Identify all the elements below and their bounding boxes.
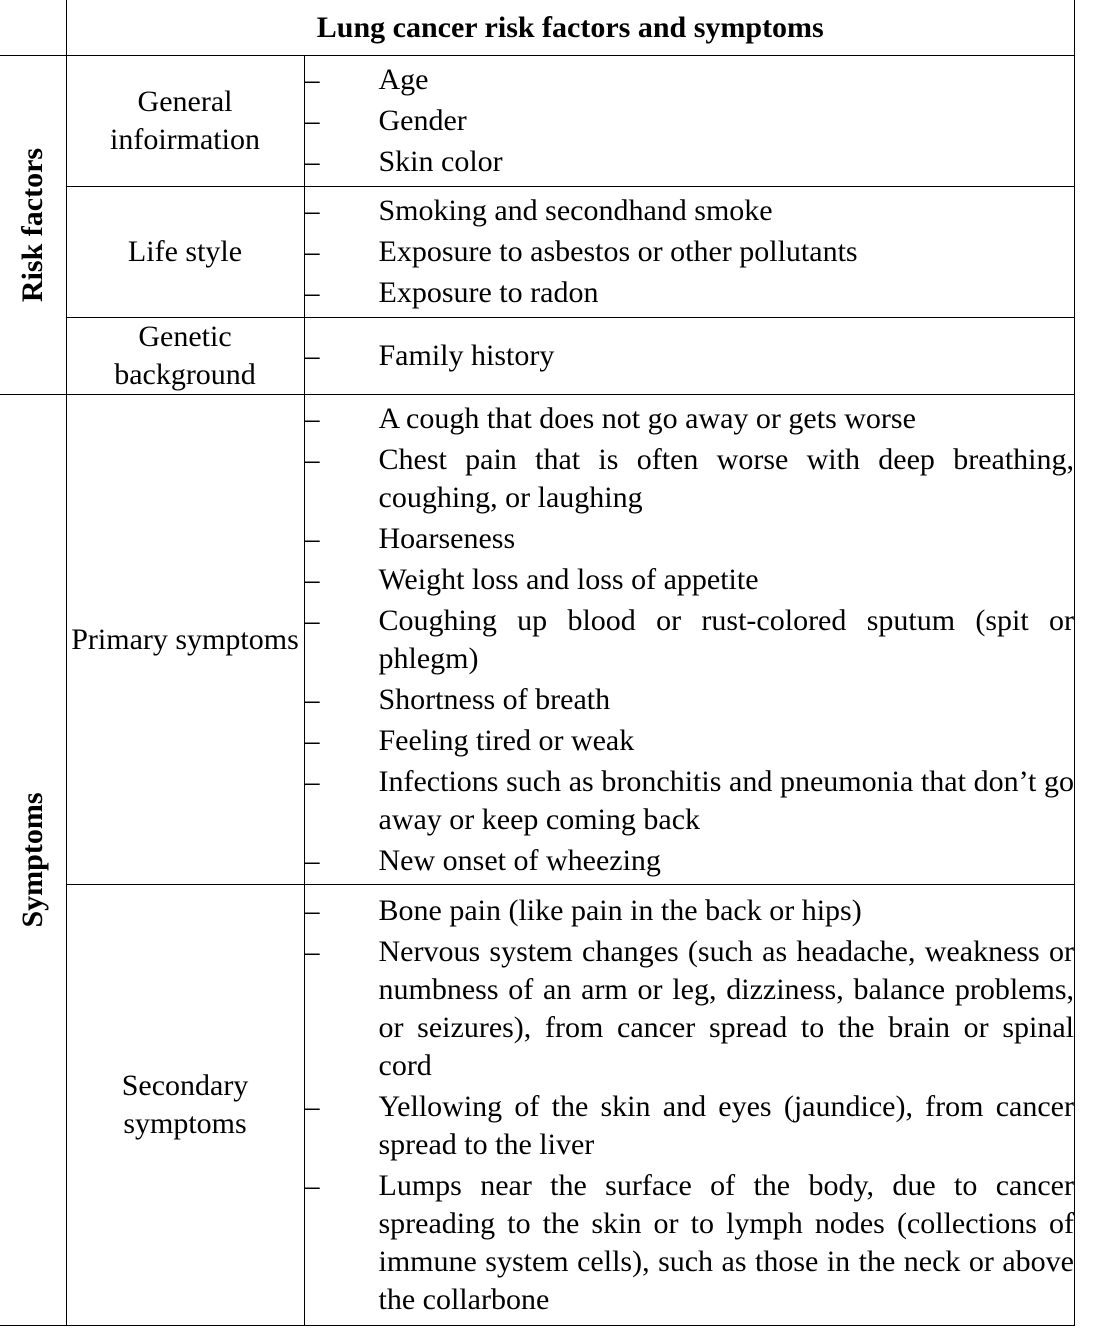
dash-bullet: –: [304, 442, 320, 476]
list-item: [305, 192, 1075, 230]
item-list: [305, 61, 1075, 181]
item-list: [305, 337, 1075, 375]
list-item: [305, 441, 1075, 517]
table-row: [0, 885, 1075, 1326]
item-text: A cough that does not go away or gets worse: [378, 401, 916, 435]
item-list: [305, 400, 1075, 880]
item-text: Chest pain that is often worse with deep breathing, coughing, or laughing: [378, 442, 1074, 514]
item-text: Family history: [378, 339, 555, 372]
items-cell-secondary-symptoms: [304, 885, 1075, 1326]
list-item: [305, 763, 1075, 839]
list-item: [305, 1167, 1075, 1319]
item-text: Infections such as bronchitis and pneumonia that don’t go away or keep coming back: [378, 764, 1074, 836]
list-item: [305, 561, 1075, 599]
items-cell-genetic-background: [304, 318, 1075, 395]
item-list: [305, 892, 1075, 1319]
dash-bullet: –: [304, 521, 320, 555]
category-cell-life-style: [66, 187, 304, 318]
table-row: [0, 187, 1075, 318]
dash-bullet: –: [304, 764, 320, 798]
table-title: Lung cancer risk factors and symptoms: [66, 0, 1075, 56]
item-text: New onset of wheezing: [378, 843, 661, 877]
category-label: Genetic background: [114, 320, 256, 391]
items-cell-primary-symptoms: [304, 395, 1075, 885]
table-row: [0, 318, 1075, 395]
table-row: [0, 56, 1075, 187]
table-row: [0, 395, 1075, 885]
category-cell-general-information: [66, 56, 304, 187]
list-item: [305, 233, 1075, 271]
list-item: [305, 274, 1075, 312]
list-item: [305, 842, 1075, 880]
list-item: [305, 602, 1075, 678]
dash-bullet: –: [304, 934, 320, 968]
list-item: [305, 61, 1075, 99]
dash-bullet: –: [304, 235, 320, 268]
items-cell-life-style: [304, 187, 1075, 318]
group-label-symptoms: Symptoms: [15, 792, 49, 928]
item-text: Exposure to asbestos or other pollutants: [378, 235, 858, 268]
list-item: [305, 892, 1075, 930]
header-row: [0, 0, 1075, 56]
dash-bullet: –: [304, 603, 320, 637]
group-cell-risk-factors: [0, 56, 66, 395]
category-cell-primary-symptoms: [66, 395, 304, 885]
item-text: Skin color: [378, 145, 503, 178]
dash-bullet: –: [304, 194, 320, 227]
item-text: Bone pain (like pain in the back or hips): [378, 893, 862, 927]
category-label: Life style: [127, 235, 243, 268]
dash-bullet: –: [304, 723, 320, 757]
dash-bullet: –: [304, 562, 320, 596]
item-text: Hoarseness: [378, 521, 516, 555]
category-cell-secondary-symptoms: [66, 885, 304, 1326]
dash-bullet: –: [304, 63, 320, 96]
group-label-risk-factors: Risk factors: [15, 147, 49, 303]
list-item: [305, 681, 1075, 719]
dash-bullet: –: [304, 682, 320, 716]
category-label: General infoirmation: [110, 85, 260, 156]
item-text: Yellowing of the skin and eyes (jaundice), from cancer spread to the liver: [378, 1089, 1074, 1161]
item-text: Exposure to radon: [378, 276, 599, 309]
item-text: Weight loss and loss of appetite: [378, 562, 759, 596]
category-label: Primary symptoms: [71, 622, 299, 656]
list-item: [305, 1088, 1075, 1164]
list-item: [305, 143, 1075, 181]
list-item: [305, 520, 1075, 558]
list-item: [305, 337, 1075, 375]
list-item: [305, 933, 1075, 1085]
dash-bullet: –: [304, 401, 320, 435]
category-label: Secondary symptoms: [121, 1069, 249, 1140]
corner-cell: [0, 0, 66, 56]
item-text: Gender: [378, 104, 467, 137]
item-text: Lumps near the surface of the body, due to cancer spreading to the skin or to lymph nodes (collections of immune system cells), such as those in the neck or above the collarbone: [378, 1168, 1074, 1316]
item-text: Age: [378, 63, 429, 96]
list-item: [305, 722, 1075, 760]
item-text: Coughing up blood or rust-colored sputum (spit or phlegm): [378, 603, 1074, 675]
dash-bullet: –: [304, 1089, 320, 1123]
item-text: Smoking and secondhand smoke: [378, 194, 773, 227]
category-cell-genetic-background: [66, 318, 304, 395]
item-text: Shortness of breath: [378, 682, 611, 716]
dash-bullet: –: [304, 145, 320, 178]
dash-bullet: –: [304, 276, 320, 309]
dash-bullet: –: [304, 893, 320, 927]
list-item: [305, 102, 1075, 140]
group-cell-symptoms: [0, 395, 66, 1326]
dash-bullet: –: [304, 104, 320, 137]
dash-bullet: –: [304, 1168, 320, 1202]
item-text: Feeling tired or weak: [378, 723, 635, 757]
dash-bullet: –: [304, 843, 320, 877]
items-cell-general-information: [304, 56, 1075, 187]
list-item: [305, 400, 1075, 438]
dash-bullet: –: [304, 339, 320, 372]
item-text: Nervous system changes (such as headache, weakness or numbness of an arm or leg, dizziness, balance problems, or seizures), from cancer spread to the brain or spinal cord: [378, 934, 1074, 1082]
item-list: [305, 192, 1075, 312]
